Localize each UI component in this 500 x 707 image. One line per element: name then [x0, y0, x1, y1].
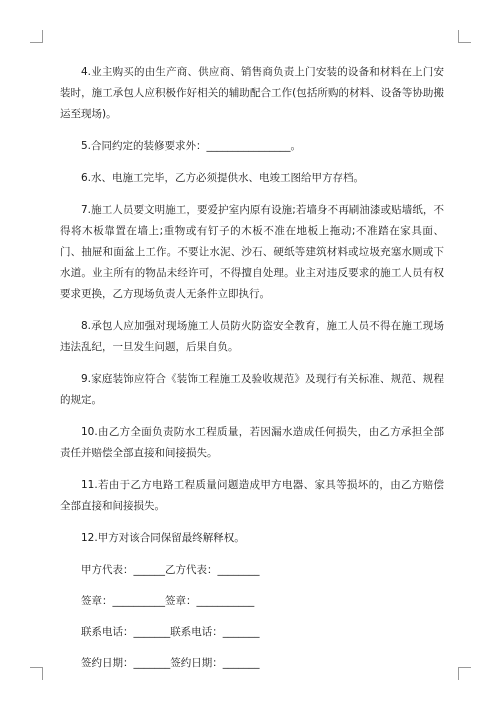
- crop-mark-top-left: [30, 30, 43, 43]
- clause-9: 9.家庭装饰应符合《装饰工程施工及验收规范》及现行有关标准、规范、规程的规定。: [60, 373, 444, 406]
- clause-12: 12.甲方对该合同保留最终解释权。: [81, 532, 245, 544]
- signature-phones: 联系电话：_______联系电话：_______: [81, 626, 260, 638]
- clause-11: 11.若由于乙方电路工程质量问题造成甲方电器、家具等损坏的，由乙方赔偿全部直接和间接损失。: [60, 479, 444, 512]
- clause-4: 4.业主购买的由生产商、供应商、销售商负责上门安装的设备和材料在上门安装时，施工承包人应积极作好相关的辅助配合工作(包括所购的材料、设备等协助搬运至现场)。: [60, 66, 444, 120]
- signature-dates: 签约日期：_______签约日期：_______: [81, 657, 260, 669]
- clause-5: 5.合同约定的装修要求外：________________。: [81, 140, 302, 152]
- clause-6: 6.水、电施工完毕，乙方必须提供水、电竣工图给甲方存档。: [81, 172, 365, 184]
- signature-representatives: 甲方代表：______乙方代表：________: [81, 564, 260, 576]
- crop-mark-bottom-left: [30, 667, 43, 680]
- crop-mark-bottom-right: [458, 667, 471, 680]
- signature-seals: 签章：__________签章：___________: [81, 595, 255, 607]
- clause-8: 8.承包人应加强对现场施工人员防火防盗安全教育，施工人员不得在施工现场违法乱纪，一旦发生问题，后果自负。: [60, 320, 444, 353]
- crop-mark-top-right: [458, 30, 471, 43]
- clause-10: 10.由乙方全面负责防水工程质量，若因漏水造成任何损失，由乙方承担全部责任并赔偿全部直接和间接损失。: [60, 426, 444, 459]
- clause-7: 7.施工人员要文明施工，要爱护室内原有设施;若墙身不再刷油漆或贴墙纸，不得将木板靠置在墙上;重物或有钉子的木板不准在地板上拖动;不准踏在家具面、门、抽屉和面盆上工作。不要让水泥、沙石、硬纸等建筑材料或垃圾充塞水厕或下水道。业主所有的物品未经许可，不得擅自处理。业主对违反要求的施工人员有权要求更换，乙方现场负责人无条件立即执行。: [60, 204, 444, 300]
- document-body: [60, 62, 444, 684]
